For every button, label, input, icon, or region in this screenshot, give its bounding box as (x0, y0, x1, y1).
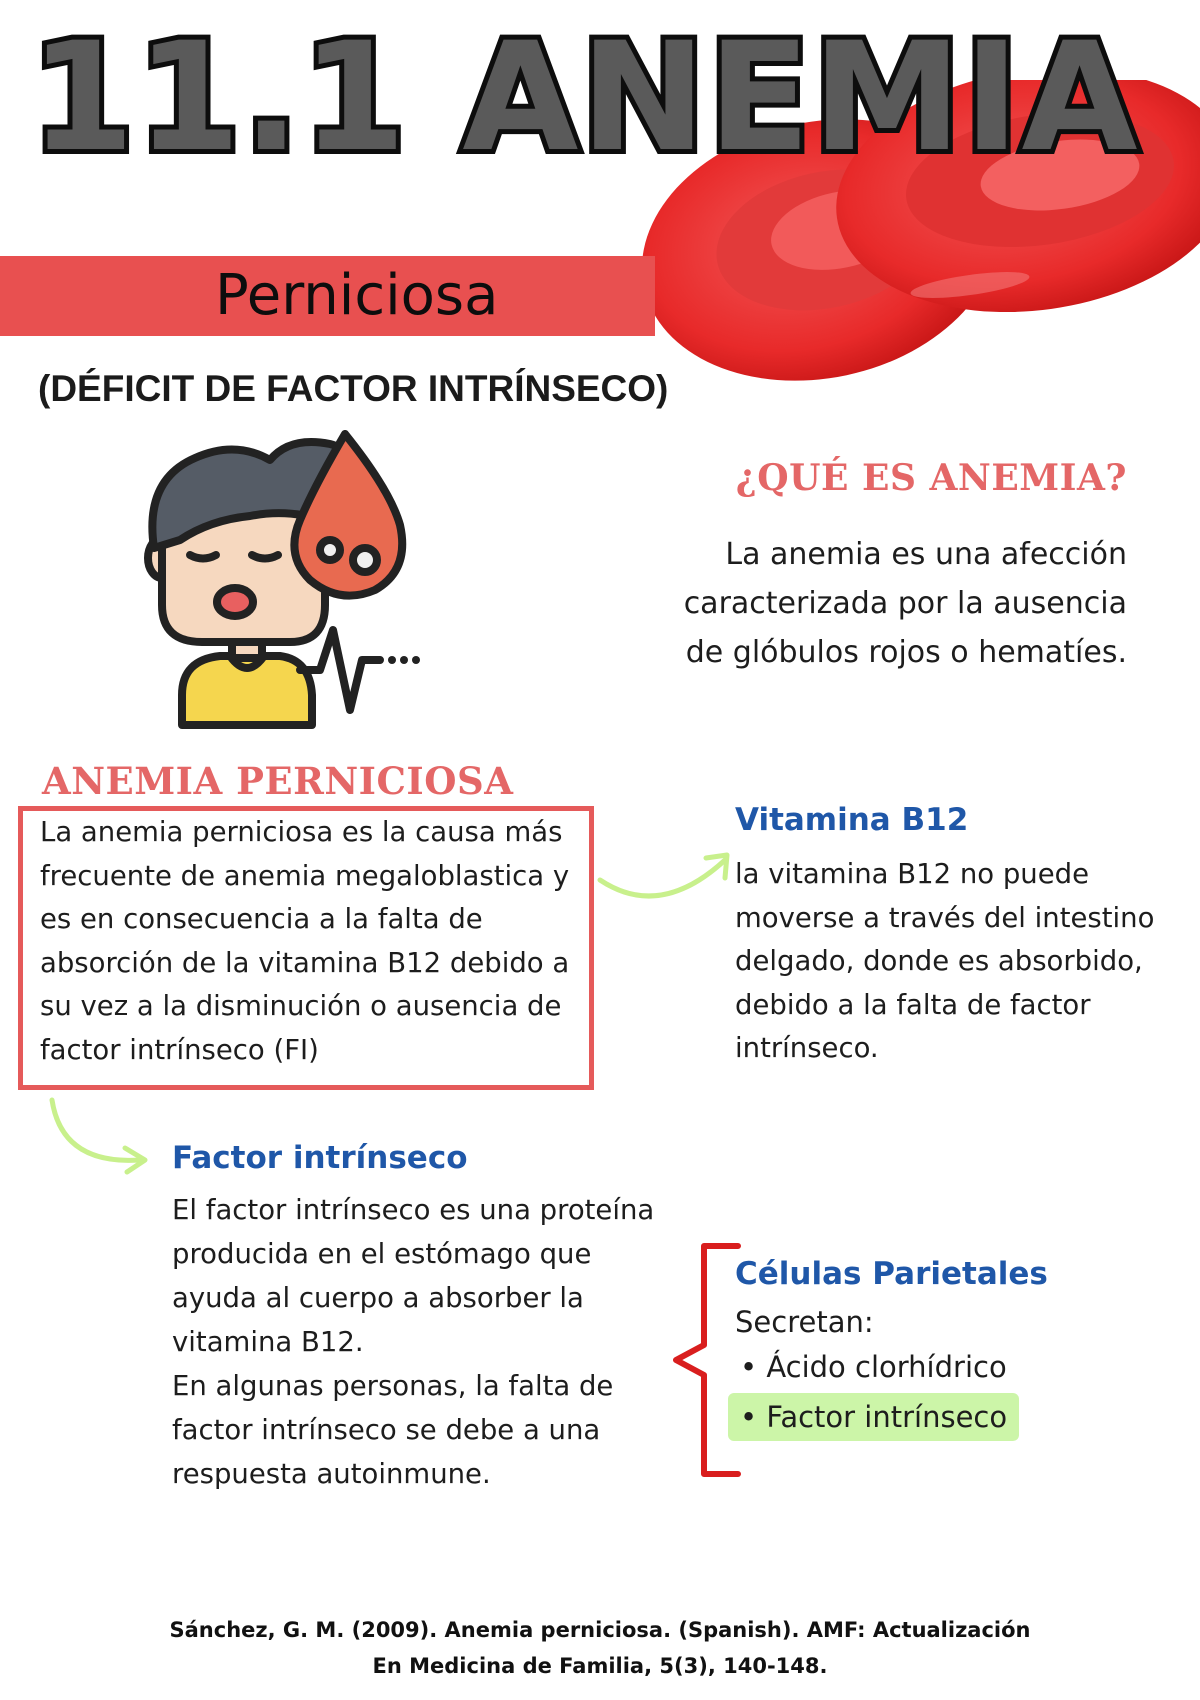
list-item: • Ácido clorhídrico (740, 1350, 1007, 1384)
text-line: La anemia es una afección (725, 537, 1127, 572)
text-line: su vez a la disminución o ausencia de (40, 990, 562, 1022)
text-line: producida en el estómago que (172, 1238, 592, 1270)
text-line: intrínseco. (735, 1032, 879, 1064)
vitamina-b12-heading: Vitamina B12 (735, 802, 969, 838)
text-line: La anemia perniciosa es la causa más (40, 816, 563, 848)
anemia-perniciosa-heading: ANEMIA PERNICIOSA (42, 759, 514, 803)
tired-person-blood-drop-icon (140, 430, 430, 730)
text-line: El factor intrínseco es una proteína (172, 1194, 655, 1226)
que-es-anemia-heading: ¿QUÉ ES ANEMIA? (735, 457, 1127, 499)
citation (0, 1612, 1200, 1684)
citation-line: En Medicina de Familia, 5(3), 140-148. (372, 1654, 828, 1678)
page-title: 11.1 ANEMIA (30, 11, 1140, 185)
celulas-parietales-heading: Células Parietales (735, 1256, 1048, 1292)
text-line: de glóbulos rojos o hematíes. (685, 635, 1127, 670)
arrow-head-b12 (706, 855, 727, 878)
text-line: es en consecuencia a la falta de (40, 903, 483, 935)
page-subtitle: (DÉFICIT DE FACTOR INTRÍNSECO) (38, 368, 669, 409)
text-line: frecuente de anemia megaloblastica y (40, 859, 570, 892)
text-line: vitamina B12. (172, 1326, 364, 1358)
que-es-anemia-text (627, 530, 1127, 677)
highlighted-list-item: • Factor intrínseco (728, 1393, 1019, 1441)
text-line: caracterizada por la ausencia (683, 586, 1127, 621)
text-line: la vitamina B12 no puede (735, 858, 1090, 890)
factor-intrinseco-text (172, 1188, 692, 1496)
factor-intrinseco-heading: Factor intrínseco (172, 1140, 468, 1176)
citation-line: Sánchez, G. M. (2009). Anemia perniciosa. (Spanish). AMF: Actualización (169, 1618, 1031, 1642)
text-line: factor intrínseco (FI) (40, 1033, 319, 1066)
arrow-to-vitamina-b12 (600, 860, 725, 896)
arrow-head-fi (125, 1148, 145, 1172)
text-line: moverse a través del intestino (735, 901, 1155, 934)
anemia-perniciosa-text (40, 811, 600, 1072)
vitamina-b12-text (735, 853, 1195, 1071)
text-line: factor intrínseco se debe a una (172, 1414, 601, 1446)
text-line: debido a la falta de factor (735, 988, 1091, 1021)
arrow-to-factor-intrinseco (52, 1100, 140, 1160)
text-line: En algunas personas, la falta de (172, 1370, 614, 1402)
celulas-parietales-subheading: Secretan: (735, 1305, 874, 1339)
text-line: ayuda al cuerpo a absorber la (172, 1282, 584, 1314)
banner-label: Perniciosa (215, 263, 499, 328)
text-line: delgado, donde es absorbido, (735, 945, 1143, 977)
text-line: respuesta autoinmune. (172, 1458, 491, 1490)
text-line: absorción de la vitamina B12 debido a (40, 946, 570, 979)
